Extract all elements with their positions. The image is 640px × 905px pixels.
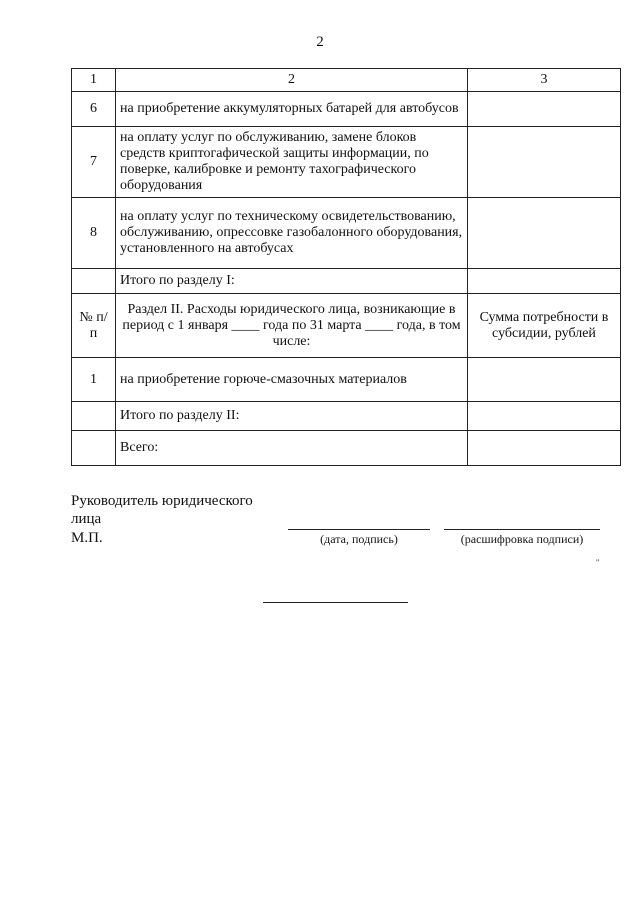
row-amount[interactable] xyxy=(468,127,621,198)
table-row xyxy=(72,127,621,198)
grand-total-label: Всего: xyxy=(116,431,468,466)
table-row xyxy=(72,92,621,127)
date-signature-caption: (дата, подпись) xyxy=(320,532,398,546)
table-row xyxy=(72,358,621,402)
row-number: 7 xyxy=(72,127,116,198)
empty-cell xyxy=(72,402,116,431)
header-col-3: 3 xyxy=(468,69,621,92)
row-description: на оплату услуг по обслуживанию, замене блоков средств криптогафической защиты информации, по поверке, калибровке и ремонту тахографического оборудования xyxy=(116,127,468,198)
row-amount[interactable] xyxy=(468,92,621,127)
header-col-1: 1 xyxy=(72,69,116,92)
total-section-2-label: Итого по разделу II: xyxy=(116,402,468,431)
signature-decode-line[interactable] xyxy=(444,529,600,530)
total-section-2-amount[interactable] xyxy=(468,402,621,431)
row-description: на приобретение горюче-смазочных материалов xyxy=(116,358,468,402)
header-col-2: 2 xyxy=(116,69,468,92)
row-description: на приобретение аккумуляторных батарей для автобусов xyxy=(116,92,468,127)
total-section-1-amount[interactable] xyxy=(468,269,621,294)
row-number: 6 xyxy=(72,92,116,127)
total-section-1-label: Итого по разделу I: xyxy=(116,269,468,294)
row-description: на оплату услуг по техническому освидетельствованию, обслуживанию, опрессовке газобалонного оборудования, установленного на автобусах xyxy=(116,198,468,269)
section-2-title: Раздел II. Расходы юридического лица, возникающие в период с 1 января ____ года по 31 марта ____ года, в том числе: xyxy=(116,294,468,358)
signature-decode-caption: (расшифровка подписи) xyxy=(460,532,584,546)
total-section-1-row xyxy=(72,269,621,294)
section-2-header-row xyxy=(72,294,621,358)
end-separator-line xyxy=(263,602,408,603)
stamp-label: М.П. xyxy=(71,530,103,546)
grand-total-amount[interactable] xyxy=(468,431,621,466)
row-amount[interactable] xyxy=(468,198,621,269)
corner-mark: " xyxy=(596,558,600,567)
number-column-header: № п/п xyxy=(72,294,116,358)
empty-cell xyxy=(72,269,116,294)
page-number: 2 xyxy=(316,34,324,50)
row-number: 1 xyxy=(72,358,116,402)
row-number: 8 xyxy=(72,198,116,269)
subsidy-table xyxy=(71,68,621,466)
grand-total-row xyxy=(72,431,621,466)
amount-column-header: Сумма потребности в субсидии, рублей xyxy=(468,294,621,358)
table-row xyxy=(72,198,621,269)
empty-cell xyxy=(72,431,116,466)
head-of-entity-label: Руководитель юридического лица xyxy=(71,493,253,527)
row-amount[interactable] xyxy=(468,358,621,402)
total-section-2-row xyxy=(72,402,621,431)
date-signature-line[interactable] xyxy=(288,529,430,530)
table-header-row xyxy=(72,69,621,92)
